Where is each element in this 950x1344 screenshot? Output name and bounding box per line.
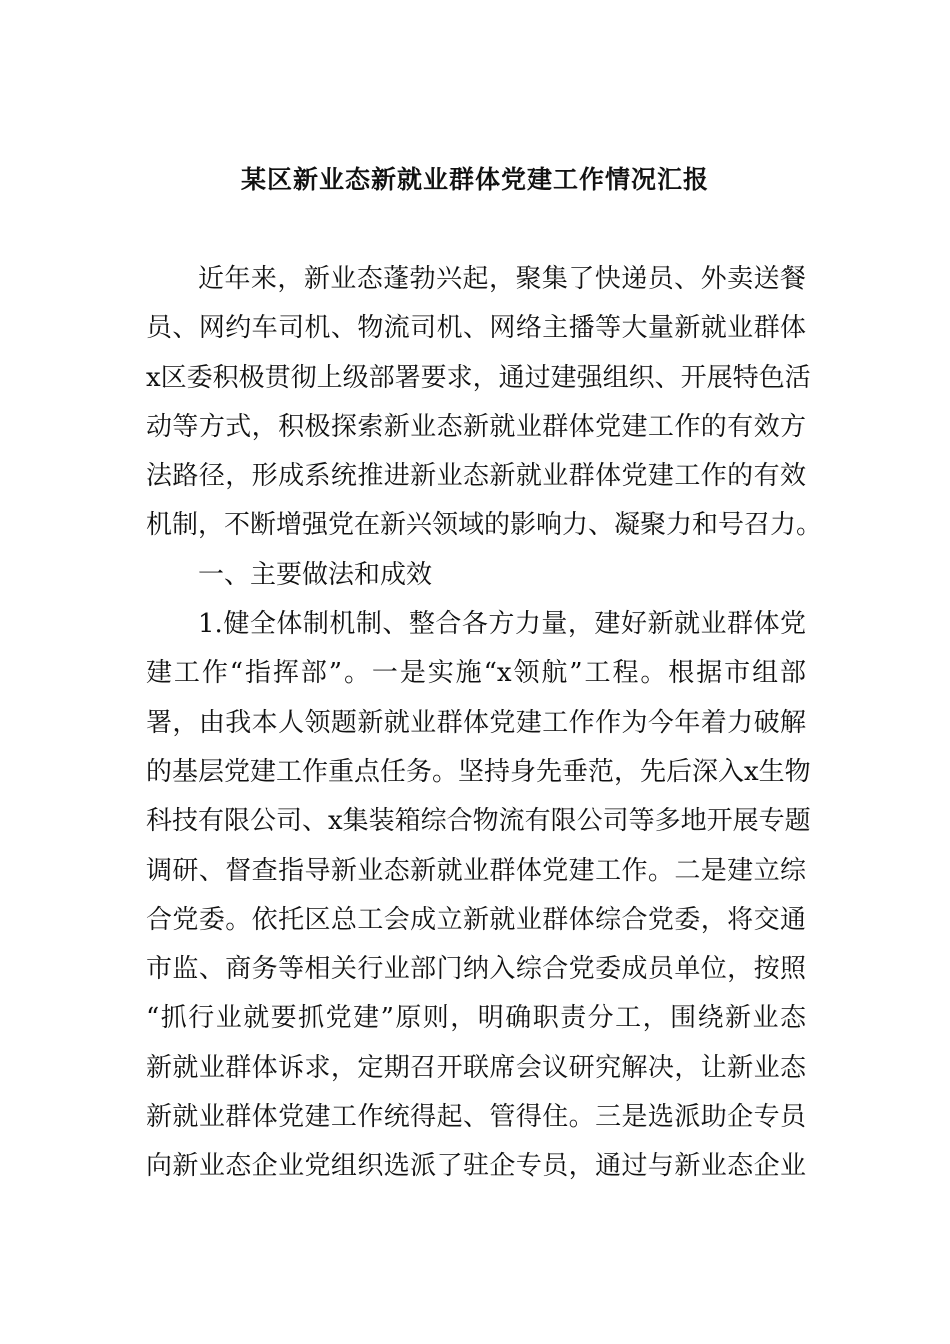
body-text-line: 新就业群体诉求，定期召开联席会议研究解决，让新业态	[146, 1052, 806, 1083]
body-text-line: 调研、督查指导新业态新就业群体党建工作。二是建立综	[146, 855, 806, 886]
body-text-line: “抓行业就要抓党建”原则，明确职责分工，围绕新业态	[146, 1003, 806, 1034]
body-text-line: 动等方式，积极探索新业态新就业群体党建工作的有效方	[146, 411, 806, 442]
body-text-line: 科技有限公司、x集装箱综合物流有限公司等多地开展专题	[146, 806, 811, 837]
document-title: 某区新业态新就业群体党建工作情况汇报	[240, 165, 709, 194]
body-text-line: x区委积极贯彻上级部署要求，通过建强组织、开展特色活	[146, 362, 811, 393]
body-text-line: 建工作“指挥部”。一是实施“x领航”工程。根据市组部	[146, 658, 806, 689]
body-text-line: 一、主要做法和成效	[198, 559, 433, 590]
body-text-line: 法路径，形成系统推进新业态新就业群体党建工作的有效	[146, 461, 806, 492]
body-text-line: 的基层党建工作重点任务。坚持身先垂范，先后深入x生物	[146, 756, 811, 787]
body-text-line: 员、网约车司机、物流司机、网络主播等大量新就业群体	[146, 313, 806, 344]
body-text-line: 新就业群体党建工作统得起、管得住。三是选派助企专员	[146, 1102, 806, 1133]
document-body	[146, 255, 823, 1192]
body-text-line: 合党委。依托区总工会成立新就业群体综合党委，将交通	[146, 904, 806, 935]
body-text-line: 向新业态企业党组织选派了驻企专员，通过与新业态企业	[146, 1151, 806, 1182]
body-text-line: 署，由我本人领题新就业群体党建工作作为今年着力破解	[146, 707, 806, 738]
body-text-line: 1.健全体制机制、整合各方力量，建好新就业群体党	[198, 609, 806, 640]
body-text-line: 市监、商务等相关行业部门纳入综合党委成员单位，按照	[146, 954, 806, 985]
body-text-line: 机制，不断增强党在新兴领域的影响力、凝聚力和号召力。	[146, 510, 823, 541]
body-text-line: 近年来，新业态蓬勃兴起，聚集了快递员、外卖送餐	[198, 264, 806, 294]
